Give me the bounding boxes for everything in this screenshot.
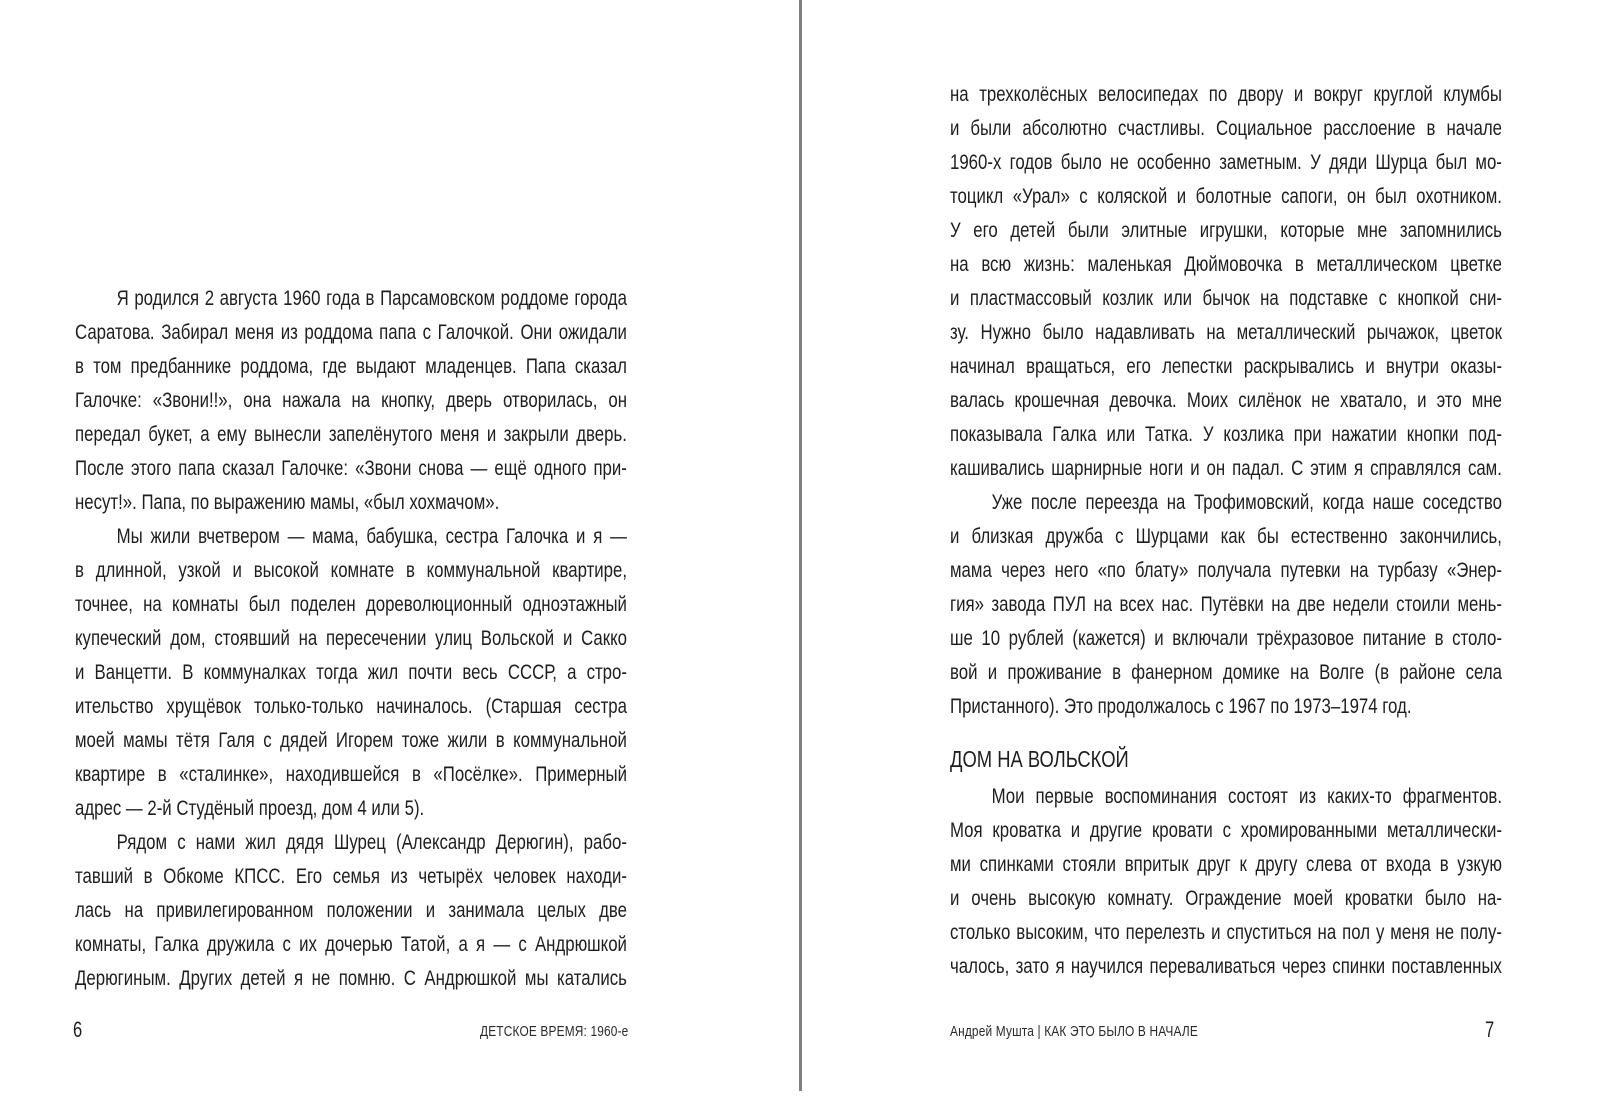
text-line	[75, 282, 627, 316]
text-line-content: лась на привилегированном положении и занимала целых две	[75, 899, 627, 922]
text-line-content: на всю жизнь: маленькая Дюймовочка в металлическом цветке	[950, 253, 1502, 276]
text-line	[950, 814, 1502, 848]
text-line	[950, 486, 1502, 520]
text-line	[75, 962, 627, 996]
text-line	[75, 690, 627, 724]
text-line-content: несут!». Папа, по выражению мамы, «был хохмачом».	[75, 491, 500, 514]
running-title-right: Андрей Мушта | КАК ЭТО БЫЛО В НАЧАЛЕ	[950, 1024, 1198, 1040]
text-line	[950, 282, 1502, 316]
text-line-content: Уже после переезда на Трофимовский, когда наше соседство	[991, 491, 1502, 514]
text-line-content: зу. Нужно было надавливать на металлический рычажок, цветок	[950, 321, 1502, 344]
text-line-content: и очень высокую комнату. Ограждение моей кроватки было на-	[950, 887, 1502, 910]
text-line-content: в том предбаннике роддома, где выдают младенцев. Папа сказал	[75, 355, 627, 378]
text-line	[950, 214, 1502, 248]
text-line-content: точнее, на комнаты был поделен дореволюционный одноэтажный	[75, 593, 627, 616]
text-line-content: Дерюгиным. Других детей я не помню. С Андрюшкой мы катались	[75, 967, 627, 990]
text-line-content: валась крошечная девочка. Моих силёнок не хватало, и это мне	[950, 389, 1502, 412]
text-line-content: Галочке: «Звони!!», она нажала на кнопку, дверь отворилась, он	[75, 389, 627, 412]
text-line-content: тоцикл «Урал» с коляской и болотные сапоги, он был охотником.	[950, 185, 1502, 208]
text-line	[75, 860, 627, 894]
text-line-content: Мои первые воспоминания состоят из каких-то фрагментов.	[991, 785, 1502, 808]
text-line-content: ми спинками стояли впритык друг к другу слева от входа в узкую	[950, 853, 1502, 876]
text-block-after-heading	[950, 780, 1502, 984]
text-line	[950, 950, 1502, 984]
text-line	[950, 622, 1502, 656]
text-line-content: и пластмассовый козлик или бычок на подставке с кнопкой сни-	[950, 287, 1502, 310]
text-line	[950, 112, 1502, 146]
text-line	[950, 882, 1502, 916]
left-page-text-column	[75, 282, 627, 996]
text-line-content: начинал вращаться, его лепестки раскрывались и внутри оказы-	[950, 355, 1502, 378]
text-line-content: ше 10 рублей (кажется) и включали трёхразовое питание в столо-	[950, 627, 1502, 650]
text-line-content: мама через него «по блату» получала путевки на турбазу «Энер-	[950, 559, 1502, 582]
text-line-content: купеческий дом, стоявший на пересечении улиц Вольской и Сакко	[75, 627, 627, 650]
text-line	[75, 826, 627, 860]
text-line-content: вой и проживание в фанерном домике на Волге (в районе села	[950, 661, 1502, 684]
text-block-before-heading	[950, 78, 1502, 724]
text-line-content: комнаты, Галка дружила с их дочерью Татой, а я — с Андрюшкой	[75, 933, 627, 956]
text-line	[75, 894, 627, 928]
text-line	[950, 452, 1502, 486]
text-line	[75, 656, 627, 690]
text-line	[950, 418, 1502, 452]
text-line-content: 1960-х годов было не особенно заметным. У дяди Шурца был мо-	[950, 151, 1502, 174]
text-line-content: и были абсолютно счастливы. Социальное расслоение в начале	[950, 117, 1502, 140]
text-line	[75, 316, 627, 350]
right-page	[802, 0, 1600, 1113]
text-line	[950, 588, 1502, 622]
text-line	[950, 384, 1502, 418]
text-line-content: квартире в «сталинке», находившейся в «Посёлке». Примерный	[75, 763, 627, 786]
text-line	[950, 350, 1502, 384]
text-line	[75, 486, 627, 520]
text-line	[950, 916, 1502, 950]
text-line	[950, 656, 1502, 690]
text-line	[75, 758, 627, 792]
text-line	[950, 780, 1502, 814]
section-heading: ДОМ НА ВОЛЬСКОЙ	[950, 746, 1129, 772]
text-line-content: адрес — 2-й Студёный проезд, дом 4 или 5).	[75, 797, 425, 820]
text-line	[75, 520, 627, 554]
text-line-content: передал букет, а ему вынесли запелёнутого меня и закрыли дверь.	[75, 423, 627, 446]
text-line-content: Рядом с нами жил дядя Шурец (Александр Дерюгин), рабо-	[116, 831, 627, 854]
text-line-content: и Ванцетти. В коммуналках тогда жил почти весь СССР, а стро-	[75, 661, 627, 684]
text-line-content: Саратова. Забирал меня из роддома папа с Галочкой. Они ожидали	[75, 321, 627, 344]
page-number-right: 7	[1485, 1017, 1495, 1042]
text-line	[75, 928, 627, 962]
text-line-content: на трехколёсных велосипедах по двору и вокруг круглой клумбы	[950, 83, 1502, 106]
text-line	[950, 248, 1502, 282]
text-line	[950, 554, 1502, 588]
text-line	[75, 452, 627, 486]
text-line	[75, 554, 627, 588]
text-line	[75, 724, 627, 758]
text-line	[75, 588, 627, 622]
text-line-content: и близкая дружба с Шурцами как бы естественно закончились,	[950, 525, 1502, 548]
text-line	[950, 316, 1502, 350]
text-line-content: показывала Галка или Татка. У козлика при нажатии кнопки под-	[950, 423, 1502, 446]
text-line-content: тавший в Обкоме КПСС. Его семья из четырёх человек находи-	[75, 865, 627, 888]
text-line-content: в длинной, узкой и высокой комнате в коммунальной квартире,	[75, 559, 627, 582]
text-line-content: У его детей были элитные игрушки, которые мне запомнились	[950, 219, 1502, 242]
text-line-content: столько высоким, что перелезть и спуститься на пол у меня не полу-	[950, 921, 1502, 944]
text-line-content: гия» завода ПУЛ на всех нас. Путёвки на две недели стоили мень-	[950, 593, 1502, 616]
text-line	[75, 418, 627, 452]
running-title-left: ДЕТСКОЕ ВРЕМЯ: 1960-е	[480, 1024, 629, 1040]
text-line-content: моей мамы тётя Галя с дядей Игорем тоже жили в коммунальной	[75, 729, 627, 752]
text-line-content: чалось, зато я научился переваливаться через спинки поставленных	[950, 955, 1502, 978]
text-line	[950, 690, 1502, 724]
right-page-text-column	[950, 78, 1502, 984]
text-line	[950, 848, 1502, 882]
text-line	[75, 792, 627, 826]
text-line	[950, 78, 1502, 112]
text-line	[75, 622, 627, 656]
text-line-content: Пристанного). Это продолжалось с 1967 по 1973–1974 год.	[950, 695, 1412, 718]
text-line-content: ительство хрущёвок только-только начиналось. (Старшая сестра	[75, 695, 627, 718]
text-line-content: кашивались шарнирные ноги и он падал. С этим я справлялся сам.	[950, 457, 1502, 480]
text-line-content: Я родился 2 августа 1960 года в Парсамовском роддоме города	[116, 287, 627, 310]
text-line	[75, 350, 627, 384]
text-line-content: После этого папа сказал Галочке: «Звони снова — ещё одного при-	[75, 457, 627, 480]
text-line	[950, 180, 1502, 214]
text-line	[950, 146, 1502, 180]
page-number-left: 6	[73, 1017, 83, 1042]
text-line-content: Мы жили вчетвером — мама, бабушка, сестра Галочка и я —	[116, 525, 627, 548]
text-line-content: Моя кроватка и другие кровати с хромированными металлически-	[950, 819, 1502, 842]
text-line	[950, 520, 1502, 554]
left-page	[0, 0, 799, 1113]
text-line	[75, 384, 627, 418]
